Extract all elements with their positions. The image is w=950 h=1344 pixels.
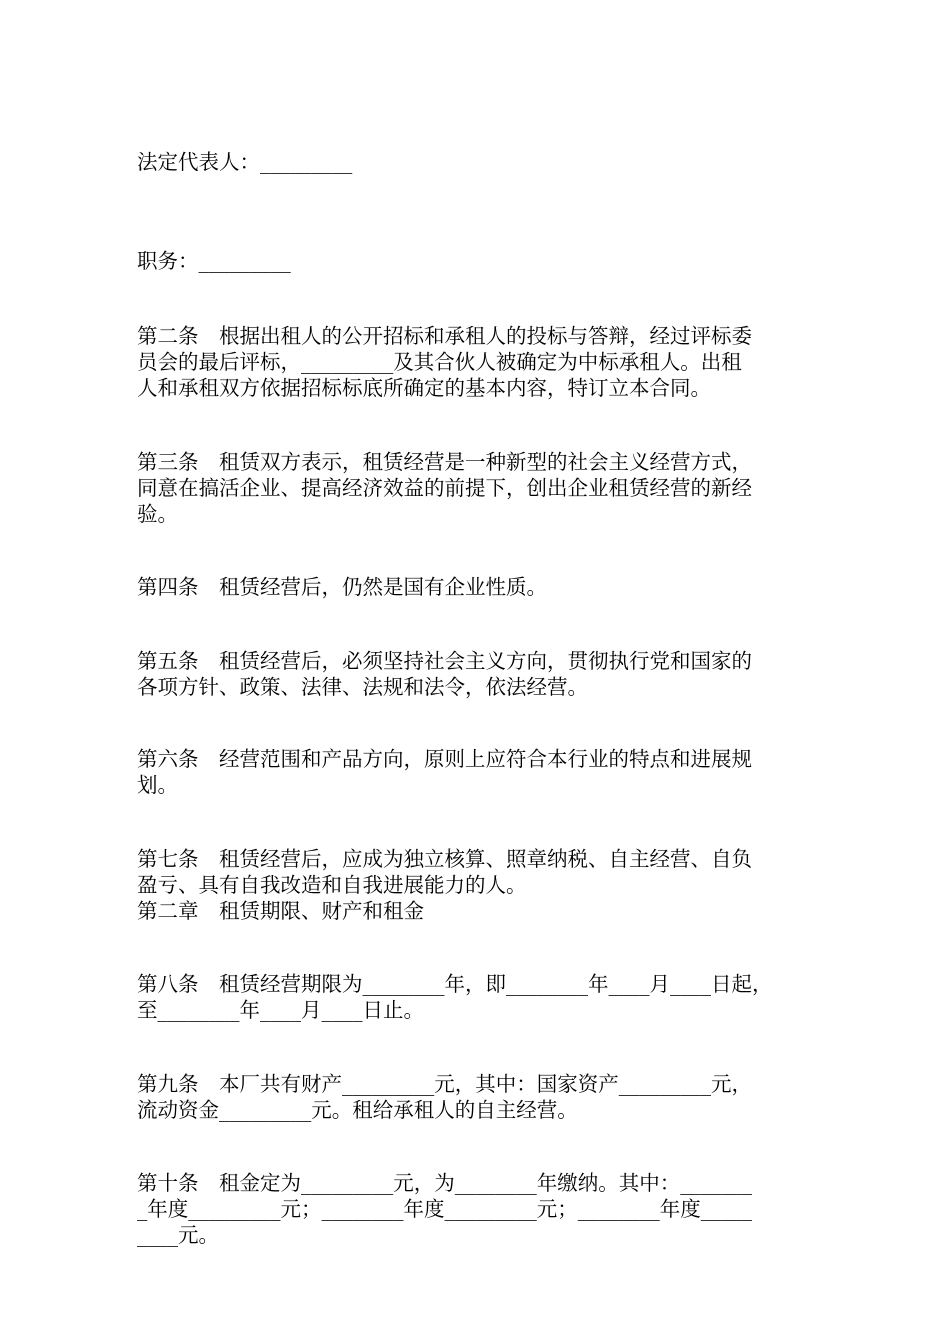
chapter-heading: 第二章 租赁期限、财产和租金 [137,899,424,923]
text-line: 第七条 租赁经营后，应成为独立核算、照章纳税、自主经营、自负 [137,847,752,871]
text-line: 第五条 租赁经营后，必须坚持社会主义方向，贯彻执行党和国家的 [137,649,752,673]
text-line: 人和承租双方依据招标标底所确定的基本内容，特订立本合同。 [137,376,711,400]
text-line: 法定代表人：_________ [137,150,353,174]
text-line: ____元。 [137,1223,219,1247]
text-line: 各项方针、政策、法律、法规和法令，依法经营。 [137,675,588,699]
text-line: _年度_________元；________年度_________元；________年度_____ [137,1197,752,1221]
text-line: 盈亏、具有自我改造和自我进展能力的人。 [137,873,527,897]
text-line: 第二条 根据出租人的公开招标和承租人的投标与答辩，经过评标委 [137,324,752,348]
text-line: 至________年____月____日止。 [137,998,424,1022]
text-line: 流动资金_________元。租给承租人的自主经营。 [137,1098,578,1122]
text-line: 第八条 租赁经营期限为________年，即________年____月____日起， [137,972,773,996]
text-line: 第三条 租赁双方表示，租赁经营是一种新型的社会主义经营方式， [137,450,752,474]
text-line: 划。 [137,773,178,797]
text-line: 验。 [137,502,178,526]
text-line: 职务：_________ [137,249,291,273]
text-line: 第六条 经营范围和产品方向，原则上应符合本行业的特点和进展规 [137,747,752,771]
text-line: 第十条 租金定为_________元，为________年缴纳。其中：_______ [137,1171,752,1195]
text-line: 第四条 租赁经营后，仍然是国有企业性质。 [137,575,547,599]
text-line: 员会的最后评标，_________及其合伙人被确定为中标承租人。出租 [137,350,742,374]
text-line: 第九条 本厂共有财产_________元，其中：国家资产_________元， [137,1072,752,1096]
text-line: 同意在搞活企业、提高经济效益的前提下，创出企业租赁经营的新经 [137,476,752,500]
